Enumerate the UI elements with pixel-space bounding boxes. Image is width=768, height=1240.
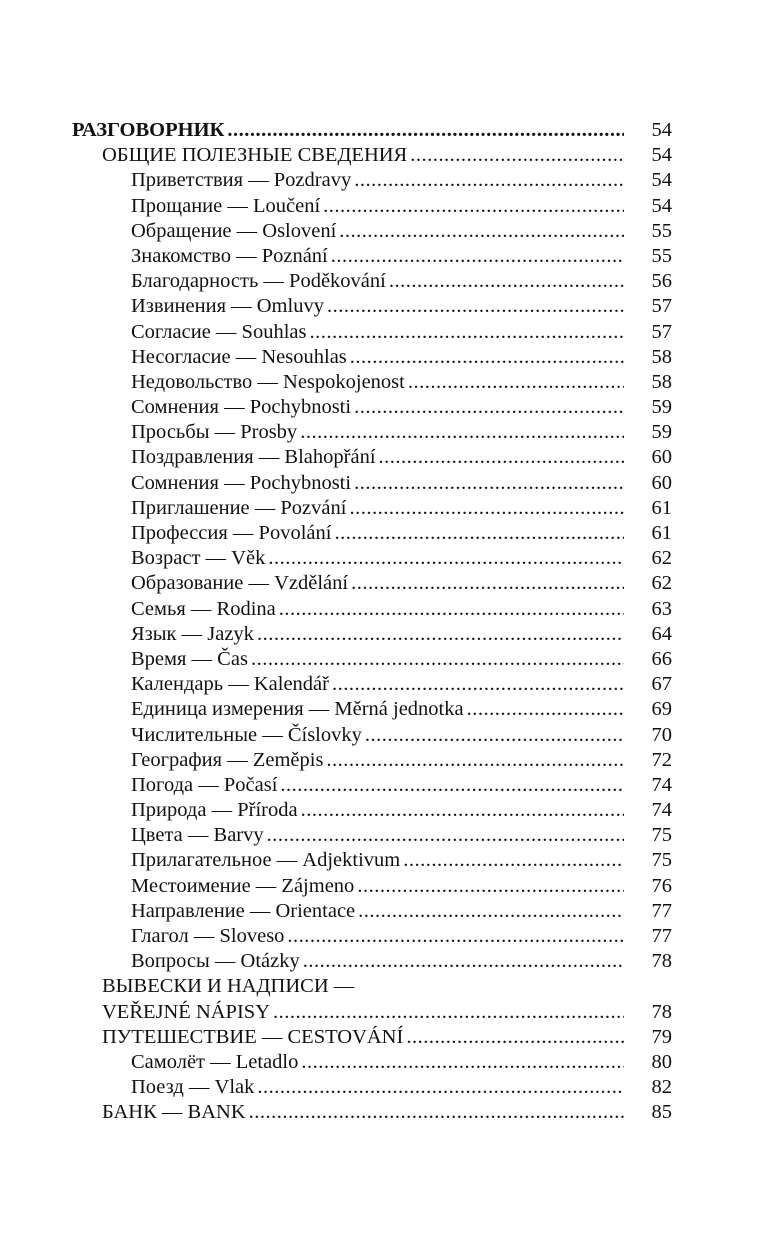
toc-page-number: 76 [651,874,672,897]
toc-entry-title: Прощание — Loučení [131,194,321,217]
toc-page-number: 74 [651,799,672,822]
toc-entry-title: Числительные — Číslovky [131,723,362,746]
toc-entry [0,848,768,873]
dot-leader [354,471,624,496]
toc-entry-title: Цвета — Barvy [131,824,264,847]
toc-entry-title: ПУТЕШЕСТВИЕ — CESTOVÁNÍ [102,1025,404,1048]
toc-entry-title: Единица измерения — Měrná jednotka [131,698,464,721]
dot-leader [268,546,624,571]
toc-page-number: 78 [651,1000,672,1023]
toc-page-number: 61 [651,522,672,544]
toc-entry-title: Согласие — Souhlas [131,320,307,343]
toc-entry-line [102,1100,624,1125]
toc-page-number: 61 [651,496,672,519]
toc-page-number: 58 [651,345,672,368]
toc-entry-line [131,168,624,193]
toc-entry-line [131,521,624,546]
toc-entry [0,924,768,949]
toc-entry [0,244,768,269]
dot-leader [251,647,624,672]
toc-entry-title: Направление — Orientace [131,899,356,922]
toc-entry-line [131,697,624,722]
toc-entry-line [131,194,624,219]
toc-page-number: 56 [651,270,672,293]
toc-entry-line [131,1050,624,1075]
toc-entry-title: Сомнения — Pochybnosti [131,471,352,494]
dot-leader [257,1075,624,1100]
toc-entry [0,143,768,168]
toc-entry [0,118,768,143]
toc-entry-title: Календарь — Kalendář [131,673,329,696]
toc-entry [0,874,768,899]
toc-page-number: 59 [651,396,672,419]
toc-page-number: 60 [651,446,672,469]
toc-entry-line [131,647,624,672]
toc-entry [0,723,768,748]
dot-leader [273,1000,624,1025]
toc-entry-line [131,672,624,697]
toc-entry-title: Сомнения — Pochybnosti [131,396,352,419]
toc-entry-title: Вопросы — Otázky [131,950,300,973]
toc-entry [0,597,768,622]
toc-page-number: 54 [651,194,672,217]
toc-entry-line [131,219,624,244]
toc-entry-title: Прилагательное — Adjektivum [131,849,401,872]
toc-entry-line [131,798,624,823]
toc-page-number: 60 [651,471,672,494]
dot-leader [287,924,624,949]
toc-entry-line [131,571,624,596]
dot-leader [301,798,624,823]
toc-entry-line [102,974,624,999]
table-of-contents [0,118,768,1126]
toc-entry-title: Приветствия — Pozdravy [131,169,352,192]
toc-entry-line [131,420,624,445]
toc-entry [0,320,768,345]
toc-entry-title: Поезд — Vlak [131,1076,255,1099]
toc-page-number: 62 [651,572,672,595]
toc-entry-title: Знакомство — Poznání [131,244,328,267]
dot-leader [257,622,624,647]
toc-entry [0,1050,768,1075]
toc-entry-title: ОБЩИЕ ПОЛЕЗНЫЕ СВЕДЕНИЯ [102,144,408,167]
toc-entry [0,370,768,395]
dot-leader [354,168,624,193]
dot-leader [467,697,624,722]
toc-entry [0,345,768,370]
dot-leader [379,445,624,470]
toc-entry [0,521,768,546]
toc-entry [0,647,768,672]
toc-entry-title: Глагол — Sloveso [131,925,285,947]
toc-entry-title: Благодарность — Poděkování [131,270,386,293]
dot-leader [331,244,624,269]
dot-leader [350,345,624,370]
dot-leader [249,1100,624,1125]
toc-entry-title: Извинения — Omluvy [131,295,324,318]
toc-entry [0,219,768,244]
toc-entry-line [131,874,624,899]
toc-entry-title: Погода — Počasí [131,773,278,796]
toc-entry-title: Профессия — Povolání [131,522,332,544]
dot-leader [323,194,624,219]
toc-entry-line [131,320,624,345]
toc-page-number: 55 [651,219,672,242]
toc-page-number: 77 [651,925,672,947]
toc-entry-line [131,294,624,319]
toc-entry [0,269,768,294]
toc-entry-line [102,1025,624,1050]
toc-page-number: 67 [651,673,672,696]
toc-entry-line [131,823,624,848]
toc-entry-title: География — Zeměpis [131,748,324,771]
toc-page-number: 59 [651,421,672,444]
toc-entry [0,168,768,193]
dot-leader [349,496,624,521]
toc-entry [0,798,768,823]
toc-entry-title: Обращение — Oslovení [131,219,337,242]
toc-entry [0,823,768,848]
toc-entry-line [131,848,624,873]
dot-leader [334,521,624,546]
dot-leader [358,899,624,924]
toc-entry [0,546,768,571]
toc-entry-line [102,1000,624,1025]
toc-entry [0,622,768,647]
toc-entry-title: Поздравления — Blahopřání [131,446,376,469]
dot-leader [327,294,624,319]
toc-page-number: 75 [651,824,672,847]
toc-entry-line [131,622,624,647]
toc-entry [0,471,768,496]
toc-entry-line [131,748,624,773]
toc-page-number: 55 [651,244,672,267]
dot-leader [357,874,624,899]
toc-entry [0,1000,768,1025]
dot-leader [339,219,624,244]
toc-page-number: 70 [651,723,672,746]
dot-leader [309,320,624,345]
toc-entry-line [131,395,624,420]
toc-page-number: 58 [651,370,672,393]
toc-page-number: 82 [651,1076,672,1099]
toc-entry-title: РАЗГОВОРНИК [72,119,225,141]
toc-page-number: 78 [651,950,672,973]
dot-leader [406,1025,624,1050]
dot-leader [408,370,624,395]
toc-entry-title: Время — Čas [131,647,248,670]
toc-entry [0,949,768,974]
toc-entry [0,773,768,798]
toc-page-number: 77 [651,899,672,922]
toc-entry [0,748,768,773]
toc-entry-line [131,244,624,269]
toc-page-number: 66 [651,647,672,670]
toc-entry-title: Язык — Jazyk [131,622,254,645]
toc-entry-title: Несогласие — Nesouhlas [131,345,347,368]
toc-entry-line [131,899,624,924]
toc-page-number: 79 [651,1025,672,1048]
toc-entry-line [131,370,624,395]
toc-entry-line [131,723,624,748]
dot-leader [227,118,624,143]
toc-page-number: 69 [651,698,672,721]
toc-page-number: 74 [651,773,672,796]
toc-entry [0,496,768,521]
toc-entry-title: Просьбы — Prosby [131,421,298,444]
dot-leader [303,949,624,974]
toc-entry [0,1025,768,1050]
dot-leader [365,723,624,748]
toc-entry [0,571,768,596]
toc-page-number: 57 [651,320,672,343]
toc-entry [0,672,768,697]
toc-entry [0,395,768,420]
toc-entry [0,194,768,219]
toc-entry [0,974,768,999]
toc-page-number: 54 [651,119,672,141]
toc-entry-line [131,949,624,974]
dot-leader [300,420,624,445]
dot-leader [389,269,624,294]
toc-entry-title: Природа — Příroda [131,799,298,822]
toc-page-number: 64 [651,622,672,645]
toc-page-number: 54 [651,144,672,167]
toc-entry [0,445,768,470]
toc-entry-title: Возраст — Věk [131,547,266,570]
toc-entry-title: Образование — Vzdělání [131,572,349,595]
toc-entry-title: БАНК — BANK [102,1101,246,1124]
dot-leader [326,748,624,773]
dot-leader [354,395,624,420]
toc-entry [0,1075,768,1100]
dot-leader [403,848,624,873]
toc-entry-title: Семья — Rodina [131,597,276,620]
toc-entry-title: Приглашение — Pozvání [131,496,347,519]
toc-entry-title: Самолёт — Letadlo [131,1050,299,1073]
dot-leader [279,597,624,622]
toc-entry-title: ВЫВЕСКИ И НАДПИСИ — [102,975,355,998]
dot-leader [267,823,624,848]
toc-entry-line [131,345,624,370]
toc-entry [0,420,768,445]
toc-entry-line [131,924,624,949]
toc-entry [0,1100,768,1125]
toc-page-number: 85 [651,1101,672,1124]
toc-entry-line [72,118,624,143]
dot-leader [351,571,624,596]
toc-page-number: 62 [651,547,672,570]
toc-entry-line [131,1075,624,1100]
toc-page-number: 57 [651,295,672,318]
dot-leader [301,1050,624,1075]
toc-entry [0,697,768,722]
dot-leader [410,143,624,168]
toc-entry-line [131,471,624,496]
toc-entry-title: Недовольство — Nespokojenost [131,370,405,393]
toc-page-number: 72 [651,748,672,771]
toc-entry-line [131,773,624,798]
toc-entry-title: VEŘEJNÉ NÁPISY [102,1000,270,1023]
toc-entry-line [131,269,624,294]
toc-page-number: 63 [651,597,672,620]
toc-entry [0,899,768,924]
dot-leader [332,672,624,697]
toc-entry-line [131,597,624,622]
toc-page-number: 54 [651,169,672,192]
toc-entry-line [102,143,624,168]
toc-entry-line [131,546,624,571]
dot-leader [280,773,624,798]
toc-entry-line [131,445,624,470]
toc-entry [0,294,768,319]
toc-page-number: 80 [651,1050,672,1073]
toc-entry-line [131,496,624,521]
toc-entry-title: Местоимение — Zájmeno [131,874,355,897]
toc-page-number: 75 [651,849,672,872]
